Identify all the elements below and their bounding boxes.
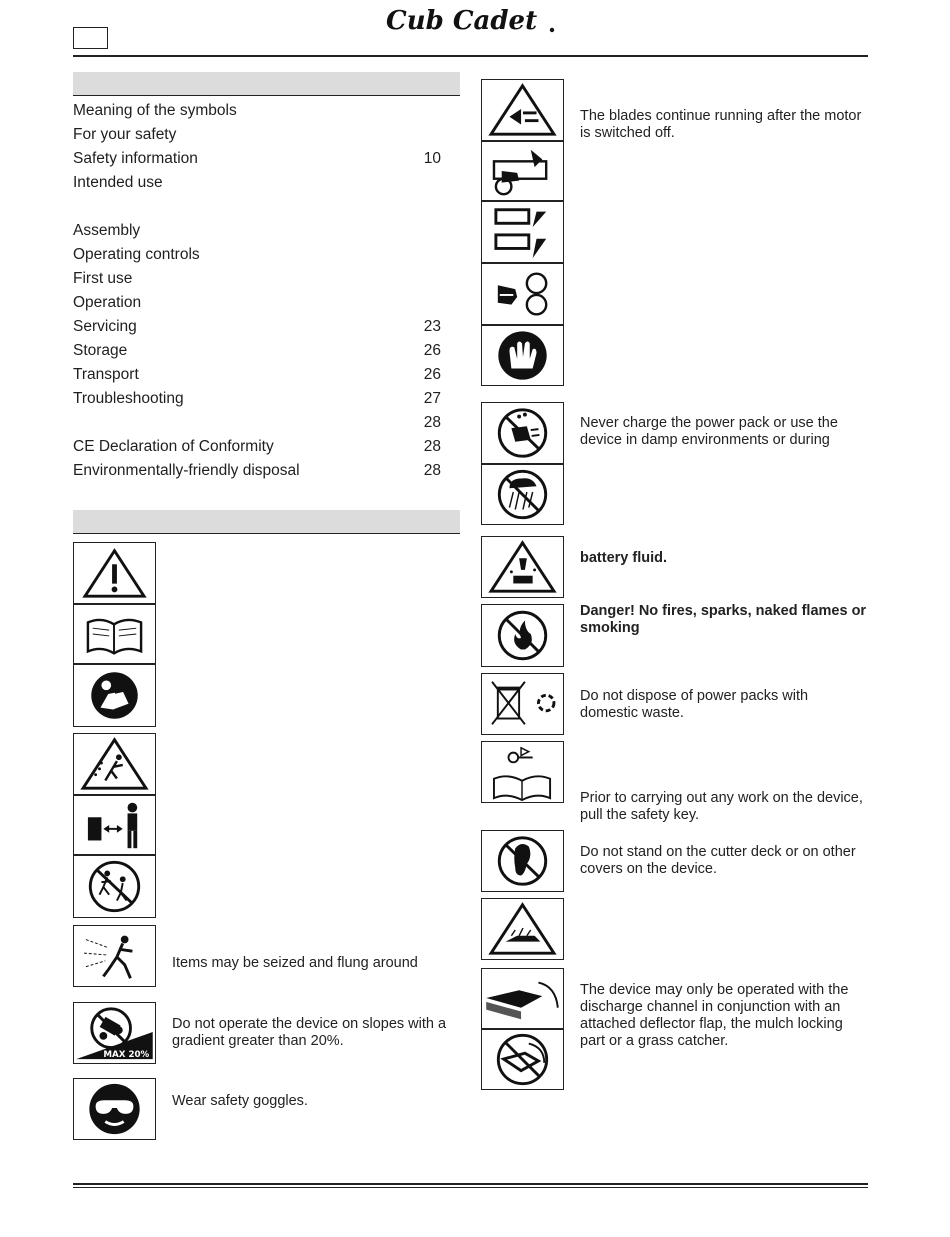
warning-triangle-icon — [73, 542, 156, 604]
no-household-waste-icon — [481, 673, 564, 735]
toc-section-band — [73, 72, 460, 96]
cutter-deck-text: Do not stand on the cutter deck or on other covers on the device. — [580, 844, 856, 877]
gloves-icon — [481, 325, 564, 386]
read-manual-icon — [73, 664, 156, 727]
safety-key-text: Prior to carrying out any work on the device, pull the safety key. — [580, 790, 863, 823]
brand-logo — [384, 4, 559, 38]
toc-item-label: Safety information — [73, 150, 198, 167]
toc-item-page: 10 — [423, 150, 441, 167]
items-flung-text: Items may be seized and flung around — [172, 955, 418, 971]
toc-item-page: 28 — [423, 438, 441, 455]
toc-item-page: 26 — [423, 366, 441, 383]
toc-item-page: 23 — [423, 318, 441, 335]
toc-item-label: First use — [73, 270, 133, 287]
no-fire-icon — [481, 604, 564, 667]
battery-fluid-text: battery fluid. — [580, 550, 668, 566]
toc-item-page: 26 — [423, 342, 441, 359]
toc-item-label: CE Declaration of Conformity — [73, 438, 274, 455]
flying-debris-icon — [73, 925, 156, 987]
footer-rule-top — [73, 1183, 868, 1185]
toc-item-label: Assembly — [73, 222, 141, 239]
symbols-section-band — [73, 510, 460, 534]
cutting-height-icon — [481, 201, 564, 263]
battery-fluid-warning-icon — [481, 536, 564, 598]
blade-warning-icon — [481, 79, 564, 141]
open-manual-icon — [73, 604, 156, 664]
mower-blade-hand-icon — [481, 141, 564, 201]
thrown-objects-warning-icon — [73, 733, 156, 795]
toc-item-page: 28 — [423, 462, 441, 479]
goggles-text: Wear safety goggles. — [172, 1093, 308, 1109]
toc-item-label: Intended use — [73, 174, 163, 191]
dispose-text: Do not dispose of power packs with domestic waste. — [580, 688, 809, 721]
header-rule — [73, 55, 868, 57]
toc-item-label: Operation — [73, 294, 142, 311]
discharge-deflector-icon — [481, 968, 564, 1029]
toc-item-label: Operating controls — [73, 246, 200, 263]
safety-key-manual-icon — [481, 741, 564, 803]
no-children-icon — [73, 855, 156, 918]
no-damp-charging-icon — [481, 402, 564, 464]
toc-item-page: 27 — [423, 390, 441, 407]
keep-distance-icon — [73, 795, 156, 855]
no-rain-icon — [481, 464, 564, 525]
toc-item-label: Meaning of the symbols — [73, 102, 237, 119]
toc-item-label: Troubleshooting — [73, 390, 184, 407]
slope-badge: MAX 20% — [103, 1050, 150, 1061]
no-stepping-icon — [481, 830, 564, 892]
brand-logo-text: Cub Cadet — [386, 6, 538, 36]
toc-item-page: 28 — [423, 414, 441, 431]
rotating-blade-hand-icon — [481, 263, 564, 325]
page-number-box — [73, 27, 108, 49]
toc-item-label: Transport — [73, 366, 139, 383]
toc-item-label: Storage — [73, 342, 128, 359]
no-fires-text: Danger! No fires, sparks, naked flames or smoking — [580, 603, 867, 636]
toc-item-label: For your safety — [73, 126, 177, 143]
blades-running-text: The blades continue running after the motor is switched off. — [580, 108, 862, 141]
slope-limit-icon — [73, 1002, 156, 1064]
safety-goggles-icon — [73, 1078, 156, 1140]
damp-text: Never charge the power pack or use the device in damp environments or during — [580, 415, 838, 448]
toc-item-label: Environmentally-friendly disposal — [73, 462, 300, 479]
toc-item-label: Servicing — [73, 318, 137, 335]
footer-rule-bottom — [73, 1187, 868, 1188]
slope-text: Do not operate the device on slopes with a gradient greater than 20%. — [172, 1016, 447, 1049]
hand-cutting-warning-icon — [481, 898, 564, 960]
discharge-text: The device may only be operated with the discharge channel in conjunction with an attached deflector flap, the mulch locking part or a grass catcher. — [580, 982, 849, 1049]
no-open-discharge-icon — [481, 1029, 564, 1090]
